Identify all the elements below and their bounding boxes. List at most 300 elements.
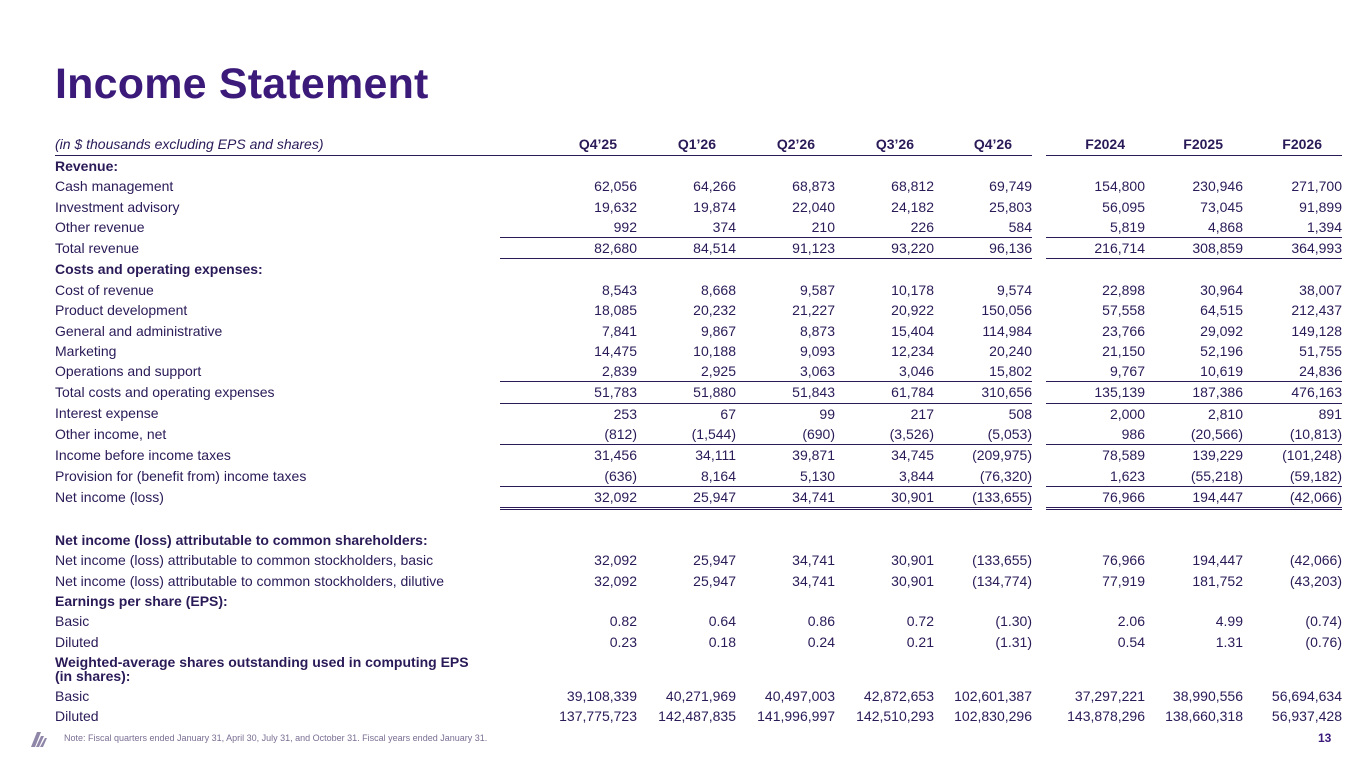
value-cell: 0.54: [1117, 633, 1145, 650]
value-cell: 0.23: [609, 633, 637, 650]
row-label: Earnings per share (EPS):: [55, 593, 228, 610]
row-label: Net income (loss) attributable to common stockholders, basic: [55, 552, 434, 569]
value-cell: 210: [736, 217, 835, 238]
column-gap: [1032, 156, 1046, 177]
value-cell: [736, 530, 835, 550]
value-cell: [637, 530, 736, 550]
value-cell: 34,111: [695, 447, 736, 464]
value-cell: 194,447: [1192, 552, 1243, 569]
value-cell: [934, 591, 1032, 611]
value-cell: [835, 156, 934, 177]
value-cell: 25,947: [693, 572, 736, 589]
value-cell: 12,234: [891, 342, 934, 359]
table-row: [55, 280, 1342, 300]
value-cell: 4.99: [1215, 613, 1243, 630]
value-cell: 226: [835, 217, 934, 238]
column-gap: [1032, 341, 1046, 361]
value-cell: [1145, 156, 1243, 177]
value-cell: [934, 156, 1032, 177]
value-cell: (0.74): [1305, 613, 1342, 630]
value-cell: 40,271,969: [665, 687, 736, 704]
value-cell: 9,093: [799, 342, 835, 359]
column-gap: [1032, 611, 1046, 631]
value-cell: 34,741: [736, 486, 835, 508]
value-cell: 20,922: [891, 302, 934, 319]
value-cell: 9,587: [799, 281, 835, 298]
value-cell: (101,248): [1282, 447, 1342, 464]
value-cell: 364,993: [1243, 238, 1342, 259]
value-cell: 69,749: [989, 178, 1032, 195]
column-gap: [1032, 591, 1046, 611]
value-cell: 76,966: [1102, 552, 1145, 569]
table-row: [55, 465, 1342, 486]
table-row: [55, 571, 1342, 591]
value-cell: (209,975): [972, 447, 1032, 464]
table-row: [55, 686, 1342, 706]
table-row: [55, 403, 1342, 424]
value-cell: 2,810: [1207, 405, 1243, 422]
value-cell: 64,266: [693, 178, 736, 195]
page-number: 13: [1318, 731, 1332, 745]
value-cell: 1,394: [1243, 217, 1342, 238]
value-cell: 15,802: [934, 361, 1032, 382]
value-cell: [637, 652, 736, 686]
value-cell: 5,819: [1046, 217, 1145, 238]
value-cell: 102,601,387: [954, 687, 1032, 704]
value-cell: 0.86: [807, 613, 835, 630]
column-gap: [1032, 550, 1046, 570]
value-cell: 253: [613, 405, 637, 422]
value-cell: 30,901: [891, 572, 934, 589]
value-cell: [1046, 259, 1145, 280]
value-cell: 143,878,296: [1067, 708, 1145, 725]
value-cell: 891: [1318, 405, 1342, 422]
column-gap: [1032, 509, 1046, 531]
table-row: [55, 341, 1342, 361]
section-row: [55, 591, 1342, 611]
column-header: Q4’25: [500, 133, 637, 156]
value-cell: [934, 259, 1032, 280]
row-label: Costs and operating expenses:: [55, 261, 263, 278]
table-row: [55, 197, 1342, 217]
value-cell: 51,843: [736, 382, 835, 403]
value-cell: [736, 259, 835, 280]
value-cell: 271,700: [1291, 178, 1342, 195]
value-cell: 8,873: [799, 322, 835, 339]
value-cell: [1145, 509, 1243, 531]
value-cell: 34,745: [891, 447, 934, 464]
company-logo-icon: [29, 728, 49, 748]
value-cell: 476,163: [1243, 382, 1342, 403]
value-cell: 310,656: [934, 382, 1032, 403]
column-gap: [1032, 300, 1046, 320]
column-gap: [1032, 259, 1046, 280]
row-label: Investment advisory: [55, 198, 180, 215]
value-cell: 84,514: [637, 238, 736, 259]
column-gap: [1032, 424, 1046, 445]
value-cell: 19,632: [594, 198, 637, 215]
row-label: Product development: [55, 302, 188, 319]
value-cell: 5,130: [736, 465, 835, 486]
value-cell: [736, 509, 835, 531]
value-cell: 76,966: [1046, 486, 1145, 508]
column-gap: [1032, 486, 1046, 508]
table-row: [55, 611, 1342, 631]
value-cell: 0.21: [906, 633, 934, 650]
column-gap: [1032, 320, 1046, 340]
value-cell: 142,487,835: [658, 708, 736, 725]
value-cell: 37,297,221: [1074, 687, 1145, 704]
value-cell: 216,714: [1046, 238, 1145, 259]
column-gap: [1032, 133, 1046, 156]
value-cell: (690): [736, 424, 835, 445]
value-cell: 181,752: [1192, 572, 1243, 589]
value-cell: [500, 652, 637, 686]
row-label: Net income (loss): [55, 489, 164, 506]
value-cell: [637, 591, 736, 611]
value-cell: 508: [1008, 405, 1032, 422]
value-cell: [1046, 652, 1145, 686]
row-label: General and administrative: [55, 322, 223, 339]
value-cell: (133,655): [972, 552, 1032, 569]
row-label: Other income, net: [55, 426, 167, 443]
value-cell: 32,092: [594, 572, 637, 589]
value-cell: 67: [720, 405, 736, 422]
value-cell: [736, 591, 835, 611]
column-header: F2025: [1145, 133, 1243, 156]
units-note: (in $ thousands excluding EPS and shares): [55, 133, 500, 156]
column-gap: [1032, 530, 1046, 550]
column-gap: [1032, 403, 1046, 424]
value-cell: [500, 509, 637, 531]
value-cell: [835, 530, 934, 550]
section-row: [55, 530, 1342, 550]
value-cell: [736, 156, 835, 177]
value-cell: [1145, 530, 1243, 550]
value-cell: 986: [1046, 424, 1145, 445]
value-cell: 39,871: [792, 447, 835, 464]
column-header: F2024: [1046, 133, 1145, 156]
value-cell: 34,741: [792, 572, 835, 589]
column-gap: [1032, 571, 1046, 591]
value-cell: 9,867: [700, 322, 736, 339]
value-cell: [934, 530, 1032, 550]
table-row: [55, 361, 1342, 382]
value-cell: 39,108,339: [566, 687, 637, 704]
value-cell: 141,996,997: [757, 708, 835, 725]
section-row: [55, 156, 1342, 177]
value-cell: 91,123: [736, 238, 835, 259]
column-header: Q3’26: [835, 133, 934, 156]
value-cell: 96,136: [934, 238, 1032, 259]
value-cell: 21,150: [1102, 342, 1145, 359]
value-cell: 21,227: [792, 302, 835, 319]
value-cell: [637, 509, 736, 531]
value-cell: (636): [500, 465, 637, 486]
value-cell: 0.18: [708, 633, 736, 650]
section-row: [55, 652, 1342, 686]
value-cell: 19,874: [693, 198, 736, 215]
table-row: [55, 550, 1342, 570]
value-cell: 0.64: [708, 613, 736, 630]
column-gap: [1032, 686, 1046, 706]
value-cell: [1046, 591, 1145, 611]
value-cell: 99: [819, 405, 835, 422]
row-label: Marketing: [55, 342, 117, 359]
value-cell: (1.31): [995, 633, 1032, 650]
row-label: Diluted: [55, 633, 99, 650]
row-label: Basic: [55, 613, 90, 630]
table-row: [55, 632, 1342, 652]
value-cell: 25,947: [637, 486, 736, 508]
column-header: Q2’26: [736, 133, 835, 156]
value-cell: 22,040: [792, 198, 835, 215]
row-label: Basic: [55, 687, 90, 704]
value-cell: 29,092: [1200, 322, 1243, 339]
column-gap: [1032, 632, 1046, 652]
column-header: F2026: [1243, 133, 1342, 156]
value-cell: 14,475: [594, 342, 637, 359]
value-cell: 150,056: [981, 302, 1032, 319]
value-cell: 217: [910, 405, 934, 422]
value-cell: 61,784: [835, 382, 934, 403]
table-header-row: [55, 133, 1342, 156]
value-cell: [500, 530, 637, 550]
value-cell: [835, 652, 934, 686]
table-row: [55, 320, 1342, 340]
value-cell: (134,774): [972, 572, 1032, 589]
row-label: [55, 652, 500, 686]
value-cell: 137,775,723: [559, 708, 637, 725]
value-cell: 42,872,653: [863, 687, 934, 704]
value-cell: 0.82: [609, 613, 637, 630]
value-cell: 91,899: [1299, 198, 1342, 215]
column-header: Q1’26: [637, 133, 736, 156]
value-cell: 18,085: [594, 302, 637, 319]
value-cell: 30,901: [835, 486, 934, 508]
value-cell: 9,574: [996, 281, 1032, 298]
value-cell: [1243, 652, 1342, 686]
row-label: Income before income taxes: [55, 447, 231, 464]
value-cell: 22,898: [1102, 281, 1145, 298]
value-cell: 8,543: [601, 281, 637, 298]
value-cell: 78,589: [1102, 447, 1145, 464]
value-cell: 56,095: [1102, 198, 1145, 215]
value-cell: 992: [500, 217, 637, 238]
value-cell: [1243, 259, 1342, 280]
row-label: Other revenue: [55, 219, 145, 236]
value-cell: 20,232: [693, 302, 736, 319]
value-cell: 30,901: [891, 552, 934, 569]
row-label: Net income (loss) attributable to common stockholders, dilutive: [55, 572, 445, 589]
value-cell: 51,880: [637, 382, 736, 403]
value-cell: 149,128: [1291, 322, 1342, 339]
value-cell: [1243, 591, 1342, 611]
value-cell: [934, 509, 1032, 531]
row-label: Total revenue: [55, 240, 140, 257]
table-row: [55, 176, 1342, 196]
value-cell: 30,964: [1200, 281, 1243, 298]
value-cell: [1243, 156, 1342, 177]
value-cell: [1145, 591, 1243, 611]
value-cell: 77,919: [1102, 572, 1145, 589]
value-cell: [500, 259, 637, 280]
value-cell: (43,203): [1289, 572, 1342, 589]
column-header: Q4’26: [934, 133, 1032, 156]
value-cell: 142,510,293: [856, 708, 934, 725]
row-label-line: (in shares):: [55, 667, 131, 684]
value-cell: 3,844: [835, 465, 934, 486]
value-cell: 23,766: [1102, 322, 1145, 339]
value-cell: 102,830,296: [954, 708, 1032, 725]
value-cell: [1145, 259, 1243, 280]
value-cell: 2.06: [1117, 613, 1145, 630]
value-cell: 51,783: [500, 382, 637, 403]
value-cell: 8,668: [700, 281, 736, 298]
value-cell: 38,990,556: [1172, 687, 1243, 704]
value-cell: [1145, 652, 1243, 686]
column-gap: [1032, 280, 1046, 300]
value-cell: 10,178: [891, 281, 934, 298]
income-statement-table: [55, 133, 1342, 726]
value-cell: (5,053): [934, 424, 1032, 445]
value-cell: [835, 259, 934, 280]
value-cell: 15,404: [891, 322, 934, 339]
value-cell: 32,092: [500, 486, 637, 508]
column-gap: [1032, 176, 1046, 196]
value-cell: [835, 509, 934, 531]
column-gap: [1032, 238, 1046, 259]
value-cell: 230,946: [1192, 178, 1243, 195]
value-cell: (0.76): [1305, 633, 1342, 650]
value-cell: (42,066): [1243, 486, 1342, 508]
value-cell: 34,741: [792, 552, 835, 569]
value-cell: 32,092: [594, 552, 637, 569]
table-row: [55, 238, 1342, 259]
row-label: Total costs and operating expenses: [55, 384, 275, 401]
column-gap: [1032, 652, 1046, 686]
value-cell: 24,182: [891, 198, 934, 215]
row-label: Revenue:: [55, 158, 119, 175]
value-cell: [835, 591, 934, 611]
section-row: [55, 259, 1342, 280]
value-cell: [736, 652, 835, 686]
table-row: [55, 706, 1342, 726]
value-cell: 9,767: [1046, 361, 1145, 382]
row-label: Cost of revenue: [55, 281, 154, 298]
value-cell: [500, 156, 637, 177]
column-gap: [1032, 197, 1046, 217]
value-cell: 374: [637, 217, 736, 238]
value-cell: (812): [500, 424, 637, 445]
value-cell: [1046, 156, 1145, 177]
value-cell: 2,925: [637, 361, 736, 382]
value-cell: 7,841: [601, 322, 637, 339]
value-cell: 56,937,428: [1271, 708, 1342, 725]
footnote: Note: Fiscal quarters ended January 31, April 30, July 31, and October 31. Fiscal years ended January 31.: [64, 733, 488, 743]
row-label: [55, 509, 500, 531]
value-cell: 68,873: [792, 178, 835, 195]
value-cell: (1,544): [637, 424, 736, 445]
table-row: [55, 445, 1342, 466]
value-cell: 584: [934, 217, 1032, 238]
value-cell: (42,066): [1289, 552, 1342, 569]
value-cell: 194,447: [1145, 486, 1243, 508]
value-cell: [1243, 509, 1342, 531]
table-row: [55, 486, 1342, 508]
value-cell: 82,680: [500, 238, 637, 259]
value-cell: [1243, 530, 1342, 550]
row-label: Net income (loss) attributable to common shareholders:: [55, 532, 428, 549]
value-cell: 138,660,318: [1165, 708, 1243, 725]
page-title: Income Statement: [55, 60, 429, 108]
value-cell: 57,558: [1102, 302, 1145, 319]
table-row: [55, 217, 1342, 238]
value-cell: 25,947: [693, 552, 736, 569]
table-row: [55, 382, 1342, 403]
row-label: Interest expense: [55, 405, 159, 422]
value-cell: 73,045: [1200, 198, 1243, 215]
value-cell: [934, 652, 1032, 686]
value-cell: 40,497,003: [764, 687, 835, 704]
value-cell: 0.24: [807, 633, 835, 650]
row-label: Cash management: [55, 178, 174, 195]
column-gap: [1032, 445, 1046, 466]
value-cell: 4,868: [1145, 217, 1243, 238]
table-row: [55, 300, 1342, 320]
value-cell: 93,220: [835, 238, 934, 259]
value-cell: 3,046: [835, 361, 934, 382]
value-cell: 10,619: [1145, 361, 1243, 382]
value-cell: (10,813): [1243, 424, 1342, 445]
value-cell: 56,694,634: [1271, 687, 1342, 704]
column-gap: [1032, 382, 1046, 403]
value-cell: 38,007: [1299, 281, 1342, 298]
column-gap: [1032, 217, 1046, 238]
row-label-line: Weighted-average shares outstanding used in computing EPS: [55, 653, 469, 670]
value-cell: 68,812: [891, 178, 934, 195]
value-cell: 308,859: [1145, 238, 1243, 259]
value-cell: 139,229: [1192, 447, 1243, 464]
value-cell: 212,437: [1291, 302, 1342, 319]
value-cell: 1,623: [1046, 465, 1145, 486]
value-cell: 20,240: [989, 342, 1032, 359]
value-cell: 154,800: [1094, 178, 1145, 195]
value-cell: (133,655): [934, 486, 1032, 508]
value-cell: [637, 259, 736, 280]
column-gap: [1032, 361, 1046, 382]
value-cell: 114,984: [982, 322, 1032, 339]
value-cell: 8,164: [637, 465, 736, 486]
value-cell: (20,566): [1145, 424, 1243, 445]
row-label: Diluted: [55, 708, 99, 725]
column-gap: [1032, 706, 1046, 726]
value-cell: 2,000: [1109, 405, 1145, 422]
value-cell: 52,196: [1200, 342, 1243, 359]
value-cell: 2,839: [500, 361, 637, 382]
value-cell: 187,386: [1145, 382, 1243, 403]
value-cell: 62,056: [594, 178, 637, 195]
value-cell: 64,515: [1200, 302, 1243, 319]
value-cell: [637, 156, 736, 177]
value-cell: 51,755: [1299, 342, 1342, 359]
value-cell: [500, 591, 637, 611]
value-cell: (3,526): [835, 424, 934, 445]
table-row: [55, 424, 1342, 445]
value-cell: (55,218): [1145, 465, 1243, 486]
row-label: Operations and support: [55, 363, 202, 380]
value-cell: 0.72: [906, 613, 934, 630]
